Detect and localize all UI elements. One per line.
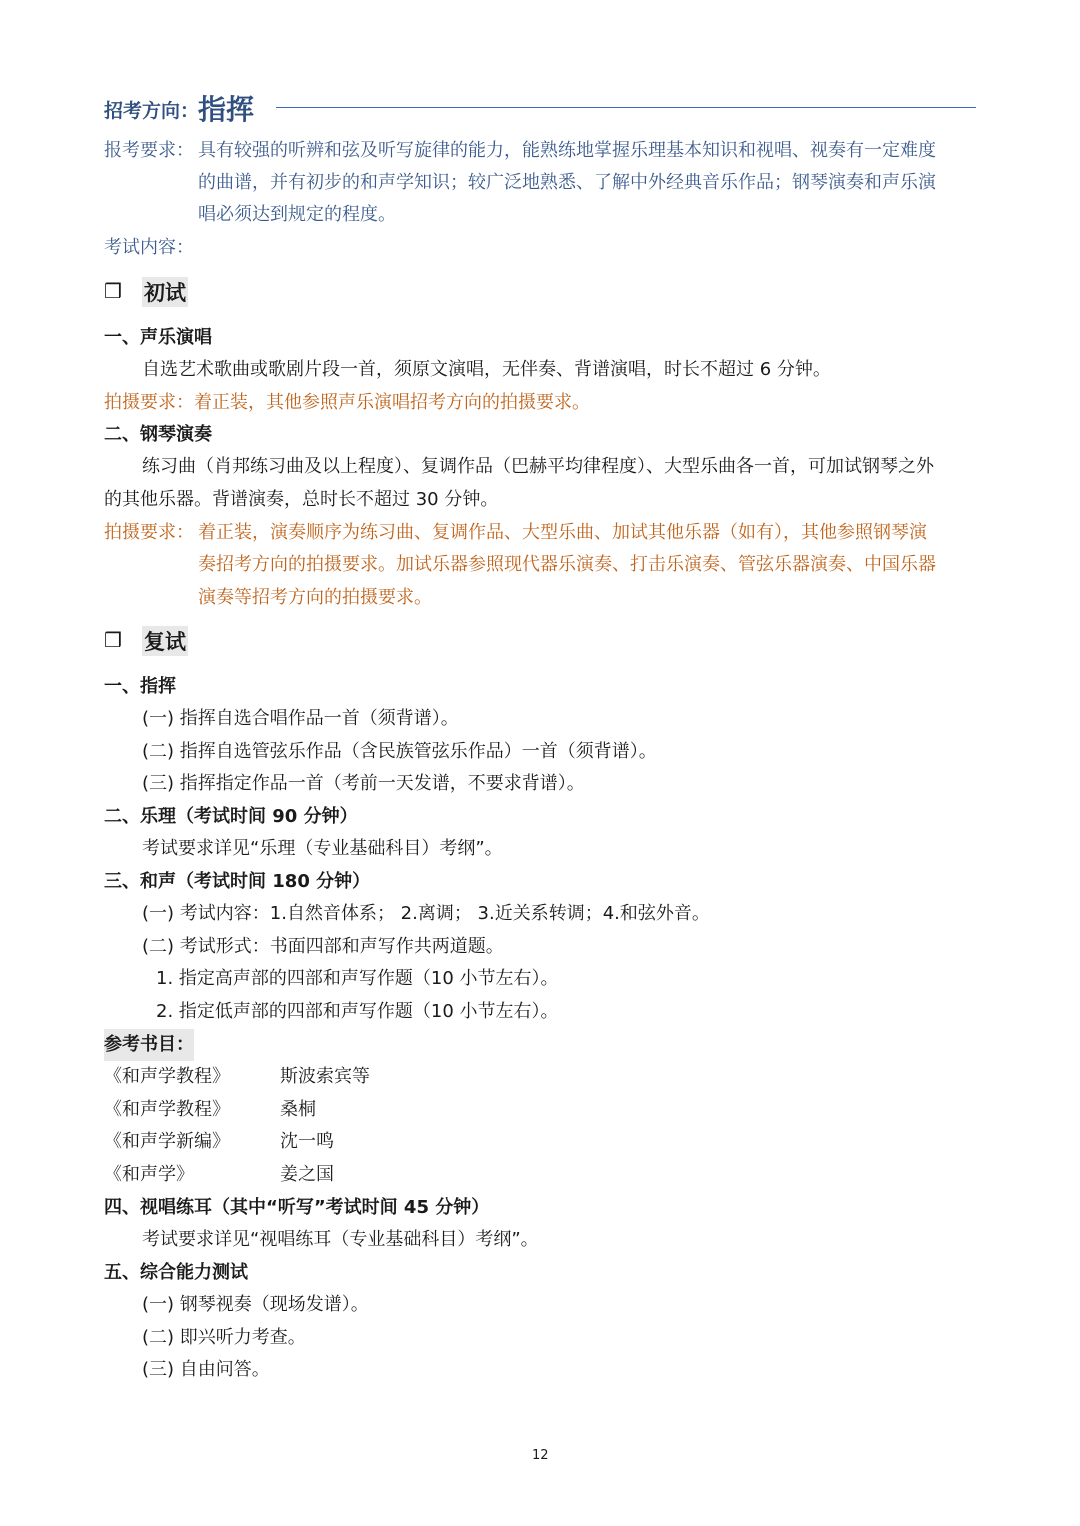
list-item: (一) 考试内容：1.自然音体系； 2.离调； 3.近关系转调；4.和弦外音。 <box>142 903 710 924</box>
requirements-label: 报考要求： <box>104 140 194 161</box>
prelim-piano-line: 的其他乐器。背谱演奏，总时长不超过 30 分钟。 <box>104 489 499 510</box>
prelim-piano-shoot-line: 演奏等招考方向的拍摄要求。 <box>198 587 432 608</box>
reference-title: 《和声学教程》 <box>104 1099 230 1120</box>
prelim-piano-shoot-line: 着正装，演奏顺序为练习曲、复调作品、大型乐曲、加试其他乐器（如有），其他参照钢琴演 <box>198 522 927 543</box>
prelim-vocal-text: 自选艺术歌曲或歌剧片段一首，须原文演唱，无伴奏、背谱演唱，时长不超过 6 分钟。 <box>142 359 831 380</box>
section-title-final: 复试 <box>142 626 188 656</box>
final-solfege-text: 考试要求详见“视唱练耳（专业基础科目）考纲”。 <box>142 1229 539 1250</box>
reference-title: 《和声学》 <box>104 1164 194 1185</box>
reference-author: 桑桐 <box>280 1099 316 1120</box>
list-item: (三) 指挥指定作品一首（考前一天发谱，不要求背谱）。 <box>142 773 585 794</box>
header-rule <box>276 107 976 108</box>
prelim-vocal-shoot: 拍摄要求：着正装，其他参照声乐演唱招考方向的拍摄要求。 <box>104 392 590 413</box>
list-item: 2. 指定低声部的四部和声写作题（10 小节左右）。 <box>156 1001 559 1022</box>
final-solfege-heading: 四、视唱练耳（其中“听写”考试时间 45 分钟） <box>104 1197 490 1218</box>
reference-author: 斯波索宾等 <box>280 1066 370 1087</box>
page-title: 指挥 <box>198 93 255 126</box>
list-item: (二) 考试形式：书面四部和声写作共两道题。 <box>142 936 504 957</box>
requirements-line: 的曲谱，并有初步的和声学知识；较广泛地熟悉、了解中外经典音乐作品；钢琴演奏和声乐演 <box>198 172 936 193</box>
prelim-piano-heading: 二、钢琴演奏 <box>104 424 212 445</box>
requirements-line: 具有较强的听辨和弦及听写旋律的能力，能熟练地掌握乐理基本知识和视唱、视奏有一定难度 <box>198 140 936 161</box>
list-item: (一) 钢琴视奏（现场发谱）。 <box>142 1294 369 1315</box>
header-label: 招考方向： <box>104 100 200 122</box>
list-item: (一) 指挥自选合唱作品一首（须背谱）。 <box>142 708 459 729</box>
list-item: 1. 指定高声部的四部和声写作题（10 小节左右）。 <box>156 968 559 989</box>
page-number: 12 <box>532 1448 549 1463</box>
final-theory-heading: 二、乐理（考试时间 90 分钟） <box>104 806 358 827</box>
list-item: (二) 即兴听力考查。 <box>142 1327 306 1348</box>
requirements-line: 唱必须达到规定的程度。 <box>198 204 396 225</box>
prelim-piano-line: 练习曲（肖邦练习曲及以上程度）、复调作品（巴赫平均律程度）、大型乐曲各一首，可加试钢琴之外 <box>142 456 934 477</box>
list-item: (三) 自由问答。 <box>142 1359 270 1380</box>
references-label: 参考书目： <box>104 1029 194 1061</box>
reference-title: 《和声学教程》 <box>104 1066 230 1087</box>
list-item: (二) 指挥自选管弦乐作品（含民族管弦乐作品）一首（须背谱）。 <box>142 741 657 762</box>
reference-title: 《和声学新编》 <box>104 1131 230 1152</box>
final-harmony-heading: 三、和声（考试时间 180 分钟） <box>104 871 371 892</box>
exam-content-label: 考试内容： <box>104 237 194 258</box>
final-theory-text: 考试要求详见“乐理（专业基础科目）考纲”。 <box>142 838 503 859</box>
checkbox-icon: ❒ <box>104 628 122 652</box>
final-comprehensive-heading: 五、综合能力测试 <box>104 1262 248 1283</box>
reference-author: 姜之国 <box>280 1164 334 1185</box>
prelim-vocal-heading: 一、声乐演唱 <box>104 327 212 348</box>
checkbox-icon: ❒ <box>104 279 122 303</box>
final-conducting-heading: 一、指挥 <box>104 676 176 697</box>
prelim-piano-shoot-label: 拍摄要求： <box>104 522 194 543</box>
reference-author: 沈一鸣 <box>280 1131 334 1152</box>
section-title-prelim: 初试 <box>142 277 188 307</box>
prelim-piano-shoot-line: 奏招考方向的拍摄要求。加试乐器参照现代器乐演奏、打击乐演奏、管弦乐器演奏、中国乐器 <box>198 554 936 575</box>
